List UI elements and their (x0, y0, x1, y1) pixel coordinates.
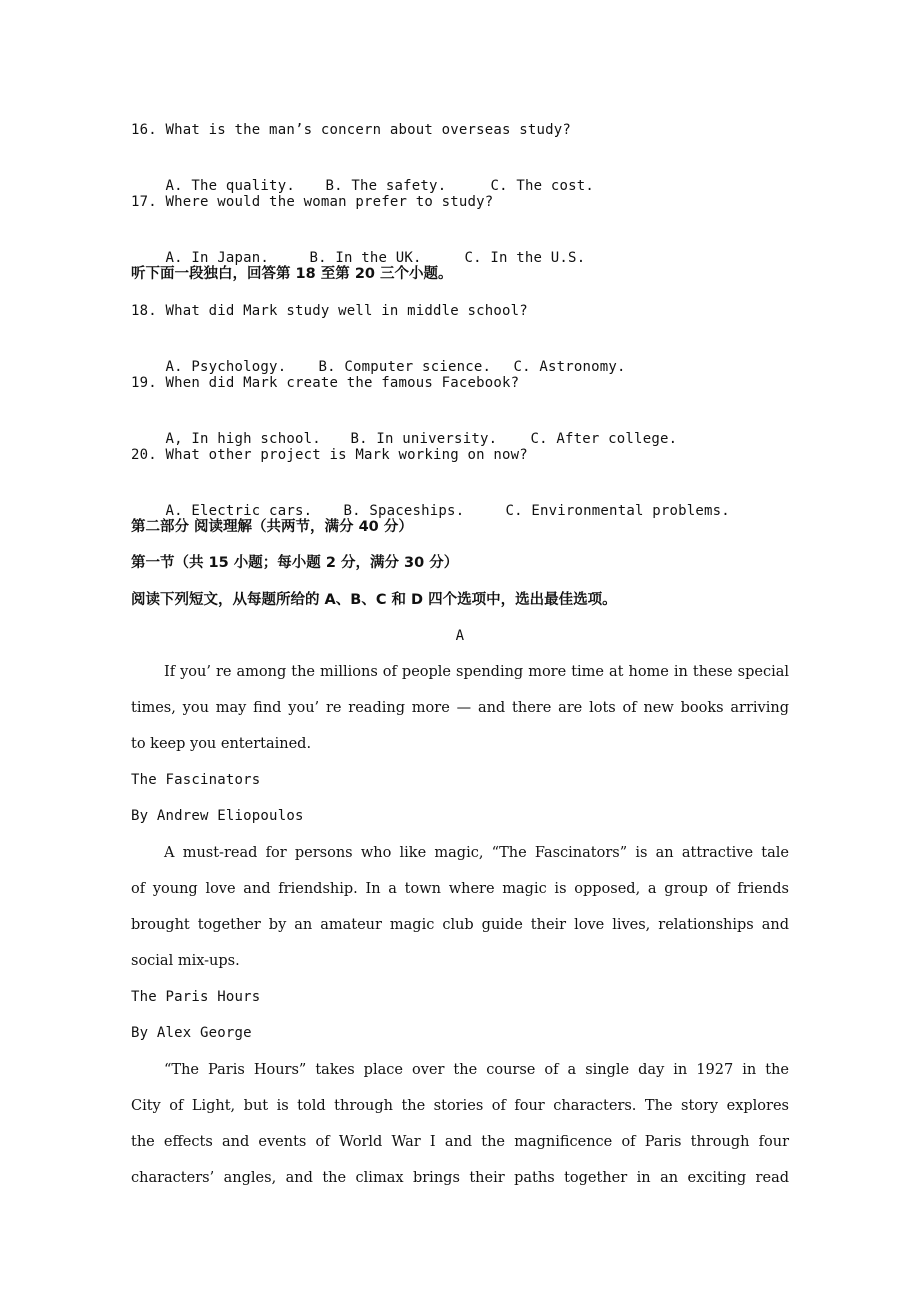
book2-line-1: “The Paris Hours” takes place over the course of a single day in 1927 in the (164, 1062, 789, 1078)
book1-line-2: of young love and friendship. In a town where magic is opposed, a group of friends (131, 881, 789, 897)
option-c: C. Astronomy. (513, 359, 626, 375)
book1-author: By Andrew Eliopoulos (131, 808, 304, 824)
passage-label: A (455, 628, 465, 644)
part2-heading: 第二部分 阅读理解（共两节，满分 40 分） (131, 519, 413, 535)
option-c: C. Environmental problems. (505, 503, 730, 519)
monologue-instruction: 听下面一段独白，回答第 18 至第 20 三个小题。 (131, 266, 453, 282)
book2-author: By Alex George (131, 1025, 252, 1041)
book1-line-4: social mix-ups. (131, 953, 240, 969)
book1-line-1: A must-read for persons who like magic, “The Fascinators” is an attractive tale (164, 845, 789, 861)
question-19: 19. When did Mark create the famous Facebook? (131, 375, 520, 391)
book1-line-3: brought together by an amateur magic club guide their love lives, relationships and (131, 917, 789, 933)
book2-line-3: the effects and events of World War I and the magnificence of Paris through four (131, 1134, 789, 1150)
option-b: B. Spaceships. (343, 503, 465, 519)
book2-line-2: City of Light, but is told through the stories of four characters. The story explores (131, 1098, 789, 1114)
option-c: C. In the U.S. (464, 250, 586, 266)
option-c: C. After college. (530, 431, 678, 447)
option-b: B. Computer science. (318, 359, 492, 375)
question-17: 17. Where would the woman prefer to study? (131, 194, 494, 210)
intro-line-3: to keep you entertained. (131, 736, 312, 752)
option-a: A. Psychology. (165, 359, 287, 375)
question-18: 18. What did Mark study well in middle school? (131, 303, 528, 319)
book1-title: The Fascinators (131, 772, 261, 788)
question-20: 20. What other project is Mark working on now? (131, 447, 528, 463)
option-a: A. In Japan. (165, 250, 270, 266)
option-a: A. The quality. (165, 178, 295, 194)
reading-instruction: 阅读下列短文，从每题所给的 A、B、C 和 D 四个选项中，选出最佳选项。 (131, 592, 617, 608)
book2-line-4: characters’ angles, and the climax brings their paths together in an exciting read (131, 1170, 789, 1186)
question-16: 16. What is the man’s concern about overseas study? (131, 122, 572, 138)
option-b: B. In university. (350, 431, 498, 447)
book2-title: The Paris Hours (131, 989, 261, 1005)
intro-line-2: times, you may find you’ re reading more — and there are lots of new books arriving (131, 700, 789, 716)
option-c: C. The cost. (490, 178, 595, 194)
section1-heading: 第一节（共 15 小题；每小题 2 分，满分 30 分） (131, 555, 459, 571)
option-b: B. The safety. (325, 178, 447, 194)
option-a: A. Electric cars. (165, 503, 313, 519)
option-a: A, In high school. (165, 431, 321, 447)
option-b: B. In the UK. (309, 250, 422, 266)
intro-line-1: If you’ re among the millions of people spending more time at home in these special (164, 664, 789, 680)
